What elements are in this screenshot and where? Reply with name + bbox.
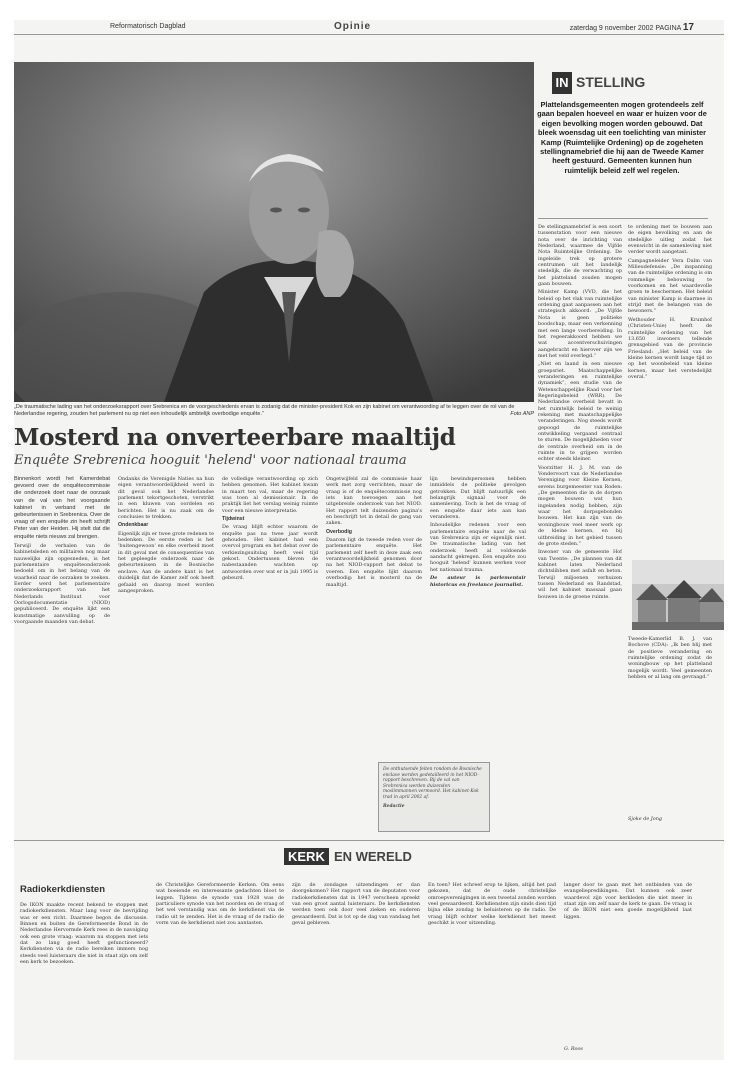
instelling-c1-p4: Voorzitter H. J. M. van de Vondervoort van de Nederlandse Vereniging voor Kleine Kernen, sevens burgemeester van Roden: „De gemeenten die in de dorpen mogen bouwen wat hun ingelanden nodig hebben, zijn waar het dorpsgebonden bouwen. Het kan zijn van de woningbouw veel meer werk op de kleine kernen, en bij uitbreiding in het gebied tussen de grote steden.” [538,464,622,547]
article-c5-body: lijn bewindspersonen hebben inmiddels de politieke gevolgen getrokken. Dat blijft natuurlijk een belangrijk signaal voor de samenleving. Toch is het de vraag of een enquête daar iets aan kan veranderen. [430,476,526,521]
instelling-c1-p1: De stellingnamebrief is een soort tussenstation voor een nieuwe nota over de inrichting van Nederland, waarmee de Vijfde Nota Ruimtelijke Ordening. De ingeleide trek op grotere centrumen uit het landelijk stedelijk, die de verwachting op het platteland zouden mogen gaan bouwen. [538,224,622,288]
article-col-2 [118,476,214,836]
caption-text: „De traumatische lading van het onderzoeksrapport over Srebrenica en de voorgeschiedenis ervan is zodanig dat de minister-president Kok en zijn kabinet om verantwoording af te leggen over de rol van de Nederlandse regering, zouden het parlement nu op niet een inhoudelijk ambtelijk overbodige enquête.” [14,404,515,417]
kerk-word: EN WERELD [333,849,412,864]
article-c2-subheading: Ondenkbaar [118,522,149,529]
article-intro: Binnenkort wordt het Kamerdebat gevoerd over de enquêtecommissie die onderzoek doet naar de oorzaak van de val van het voorgaande kabinet in verband met de gebeurtenissen in Srebrenica. Over de vraag of een enquête zin heeft schrijft Peter van der Heiden. Hij stelt dat die enquête niets nieuws zal brengen. [14,476,110,540]
author-note: De auteur is parlementair historicus en freelance journalist. [430,575,526,588]
article-c4-subheading: Overbodig [326,528,352,535]
kerk-c5-body: langer door te gaan met het ontbinden van de evangeliepredikingen. Dat kunnen ook zeer waardevol zijn voor kerkleden die niet meer in staat zijn om zelf naar de kerk te gaan. De vraag is of de IKON niet een goede mogelijkheid laat liggen. [564,882,692,920]
article-subhead: Enquête Srebrenica hooguit 'helend' voor nationaal trauma [14,453,407,468]
article-col-3 [222,476,318,836]
article-c1-body: Terwijl de verhalen van de kabinetsleden en militairen nog maar nauwelijks zijn opgesneden, is het parlementaire enquêteonderzoek bedoeld om in het belang van de waarheid naar de oorzaken te zoeken. Eerder werd het parlementaire onderzoeksrapport van het Nederlands Instituut voor Oorlogsdocumentatie (NIOD) gepubliceerd. De enquête lijkt een kunstmatige aanvulling op de voorgaande maanden van debat. [14,542,110,625]
instelling-c1-p3: „Niet en laand in een nieuwe groepsriet. Maatschappelijke veranderingen en ruimtelijke dynamiek”, een studie van de Wetenschappelijke Raad voor het Regeringsbeleid (WRR). De Nederlandse overheid bevatt in het ruimtelijk beleid te weinig rekening met maatschappelijke veranderingen. Nog steeds wordt gepoogd de ruimtelijke ontwikkeling vergaand centraal te sturen. De mogelijkheden voor de centrale overheid om in de ruimte in te grijpen worden echter steeds kleiner. [538,361,622,463]
section-rule [14,840,724,841]
article-c3-body-b: De vraag blijft echter waarom de enquête pas na twee jaar wordt gehouden. Het kabinet had een overvol program en het debat over de verkiezingsuitslag heeft veel tijd gekost. Ondertussen bleven de nabestaanden wachten op antwoorden over wat er in juli 1995 is gebeurd. [222,524,318,582]
section-title: Opinie [334,21,372,32]
article-c4-body-b: Daarom ligt de tweede reden voor de parlementaire enquête. Het parlement zelf heeft in deze zaak een verantwoordelijkheid genomen door na het NIOD-rapport het debat te voeren. Een enquête lijkt daarom overbodig: het is mosterd na de maaltijd. [326,537,422,588]
kerk-col-4 [428,882,556,1052]
article-c5-body-b: Inhoudelijke redenen voor een parlementaire enquête naar de val van Srebrenica zijn er eigenlijk niet. De traumatische lading van het onderzoek heeft al voldoende aandacht gekregen. Een enquête zou hooguit 'helend' kunnen werken voor het nationaal trauma. [430,522,526,573]
instelling-lead: Plattelandsgemeenten mogen grotendeels zelf gaan bepalen hoeveel en waar er huizen voor de eigen bevolking mogen worden gebouwd. Dat bleek woensdag uit een toelichting van minister Kamp (Ruimtelijke Ordening) op de zogeheten stellingnamebrief die hij aan de Tweede Kamer heeft gestuurd. Gemeenten kunnen hun ruimtelijk beleid zelf wel regelen. [537,100,707,175]
photo-caption [14,404,534,418]
instelling-c2-p4: Tweede-Kamerlid B. J. van Bochove (CDA): „Ik ben blij met de positieve verandering en ruimtelijke ordening zodat de woningbouw op het platteland mogelijk wordt. Veel gemeenten hebben er al lang om gevraagd.” [628,636,712,681]
kerk-c2-body: de Christelijke Gereformeerde Kerken. Om eens wat boeiende en interessante gedachten bloot te leggen. Tijdens de synode van 1928 was de particuliere synode van het noorden en de vraag of het wel verstandig was om de kerkdienst via de radio uit te zenden. Het is de vraag of de radio de vorm van de kerkdienst niet zou aantasten. [156,882,284,927]
instelling-c2-p3: Wethouder H. Krumhof (Christen-Unie) heeft de ruimtelijke ordening van het 13.650 inwoners tellende grensgebied van de provincie Friesland: „Het beleid van de kleine kernen wordt lange tijd zo op het woonbeleid van kleine kernen, maar het verstedelijkt overal.” [628,316,712,380]
politician-photo-illustration [14,62,534,402]
photo-credit: Foto ANP [510,411,534,417]
infobox-signature: Redactie [383,803,405,809]
instelling-signature: Sjoke de Jong [628,816,662,822]
kerk-c3-body: zijn de zondagse uitzendingen er dan doorgekomen? Het rapport van de deputaten voor radiokerkdiensten dat in 1947 verscheen spreekt van een groot aantal luisteraars. De kerkdiensten werden toen ook door veel zieken en ouderen gewaardeerd. Dat is tot op de dag van vandaag het geval gebleven. [292,882,420,927]
instelling-stelling: STELLING [576,74,646,90]
instelling-c1-p5: Inwoner van de gemeente Hof van Twente: „De plannen van dit kabinet laten Nederland dichtslibben met asfalt en beton. Terwijl miljoenen verhuizen tussen Nederland en Randstad, wil het kabinet massaal gaan bouwen in de groene ruimte. [538,549,622,600]
masthead [14,20,724,34]
article-photo [14,62,534,402]
article-col-5 [430,476,526,756]
article-headline: Mosterd na onverteerbare maaltijd [14,424,456,451]
article-c2-body-b: Eigenlijk zijn er twee grote redenen te bedenken. De eerste reden is het 'buitengewoon' en elke overheid moet in dit geval met de consequenties van het gepleegde onderzoek naar de gebeurtenissen in de Bosnische enclave. Aan de andere kant is het duidelijk dat de Kamer zelf ook heeft gefaald en daarop moet worden aangesproken. [118,530,214,594]
top-rule [14,34,724,35]
article-c3-body: de volledige verantwoording op zich hebben genomen. Het kabinet kwam in maart ten val, maar de regering was toen al demissionair. In de praktijk liet het verslag weinig ruimte voor een nieuwe interpretatie. [222,476,318,514]
article-col-4 [326,476,422,756]
kerk-col-5 [564,882,692,1042]
housing-photo [632,560,724,630]
article-c3-subheading: Tijdwinst [222,516,245,523]
instelling-in: IN [552,72,572,94]
instelling-logo [534,72,704,94]
kerk-c1-body: De IKON maakte recent bekend te stoppen met radiokerkdiensten. Maar lang voor de bevrijding was er een richt. Daarmee begon de discussie. Binnen en buiten de Gereformeerde Bond in de Nederlandse Hervormde Kerk rees in de navolging ook een grote vraag: waarom nu stoppen met iets dat zo lang goed heeft gefunctioneerd? Kerkdiensten via de radio bereiken immers nog steeds veel luisteraars die niet in staat zijn om zelf een kerk te bezoeken. [20,902,148,966]
instelling-col-2b [628,636,712,796]
houses-illustration [632,560,724,630]
kerk-c4-body: En toen? Het schreef erop te lijken, altijd het pad gekozen, dat de oude christelijke omroepverenigingen in een tweetal zonden worden veel gewaardeerd. Kerkdiensten zijn sinds dien tijd bijna elke zondag te beluisteren op de radio. De vraag blijft echter welke kerkdienst het meest geschikt is voor uitzending. [428,882,556,927]
date-and-page [570,22,694,33]
lead-rule [538,218,708,219]
article-c2-body: Ondanks de Verenigde Naties na hun eigen verantwoordelijkheid werd in dit geval ook het Nederlandse parlement tekortgeschoten, verstrikt in een kluwen van oordelen en berichten. Het is nu zaak om de conclusies te trekken. [118,476,214,521]
kerk-col-3 [292,882,420,1052]
infobox-text: De onthutsende feiten rondom de Bosnische enclave werden gedetailleerd in het NIOD-rapport beschreven. Bij de val van Srebrenica werden duizenden moslimmannen vermoord. Het kabinet-Kok trad in april 2002 af. [383,767,482,800]
kerk-box: KERK [284,848,329,865]
paper-name: Reformatorisch Dagblad [110,23,186,30]
article-c4-body: Ongetwijfeld zal de commissie haar werk met zorg verrichten, maar de vraag is of de enquêtecommissie nog iets kan toevoegen aan het uitgebreide onderzoek van het NIOD. Het rapport telt duizenden pagina's en beschrijft tot in detail de gang van zaken. [326,476,422,527]
kerk-col-2 [156,882,284,1052]
kerk-signature: G. Roos [564,1046,583,1052]
kerk-en-wereld-logo [284,846,444,868]
issue-date: zaterdag 9 november 2002 [569,25,654,32]
page-label: PAGINA [655,25,681,32]
page-number: 17 [682,22,694,33]
kerk-col-1 [20,902,148,1052]
instelling-col-1 [538,224,622,640]
kerk-article-title: Radiokerkdiensten [20,884,105,895]
article-col-1 [14,476,110,836]
instelling-c1-p2: Minister Kamp (VVD, die het beleid op het vlak van ruimtelijke ordening gaat aanpassen aan het strategisch akkoord: „De Vijfde Nota is geen politieke boodschap, maar een verkenning met een lange voorbereiding. In het regeerakkoord hebben we wat accentverschuivingen aangebracht en hierover zijn we met het veld overlegd.” [538,289,622,359]
newspaper-page [14,20,724,1060]
instelling-c2-p1: te ordening met te bouwen aan de eigen bevolking en aan de stedelijke uitleg zodat het evenwicht in de samenleving niet verder wordt aangetast. [628,224,712,256]
instelling-c2-p2: Campagneleider Vera Dalm van Milieudefensie: „De inspanning van de ruimtelijke ordening is om rommelige bebouwing te voorkomen en het waardevolle groen te beschermen. Het beleid van minister Kamp is daarmee in strijd met de belangen van de bewoners.” [628,257,712,315]
instelling-col-2 [628,224,712,556]
article-infobox [378,762,490,832]
